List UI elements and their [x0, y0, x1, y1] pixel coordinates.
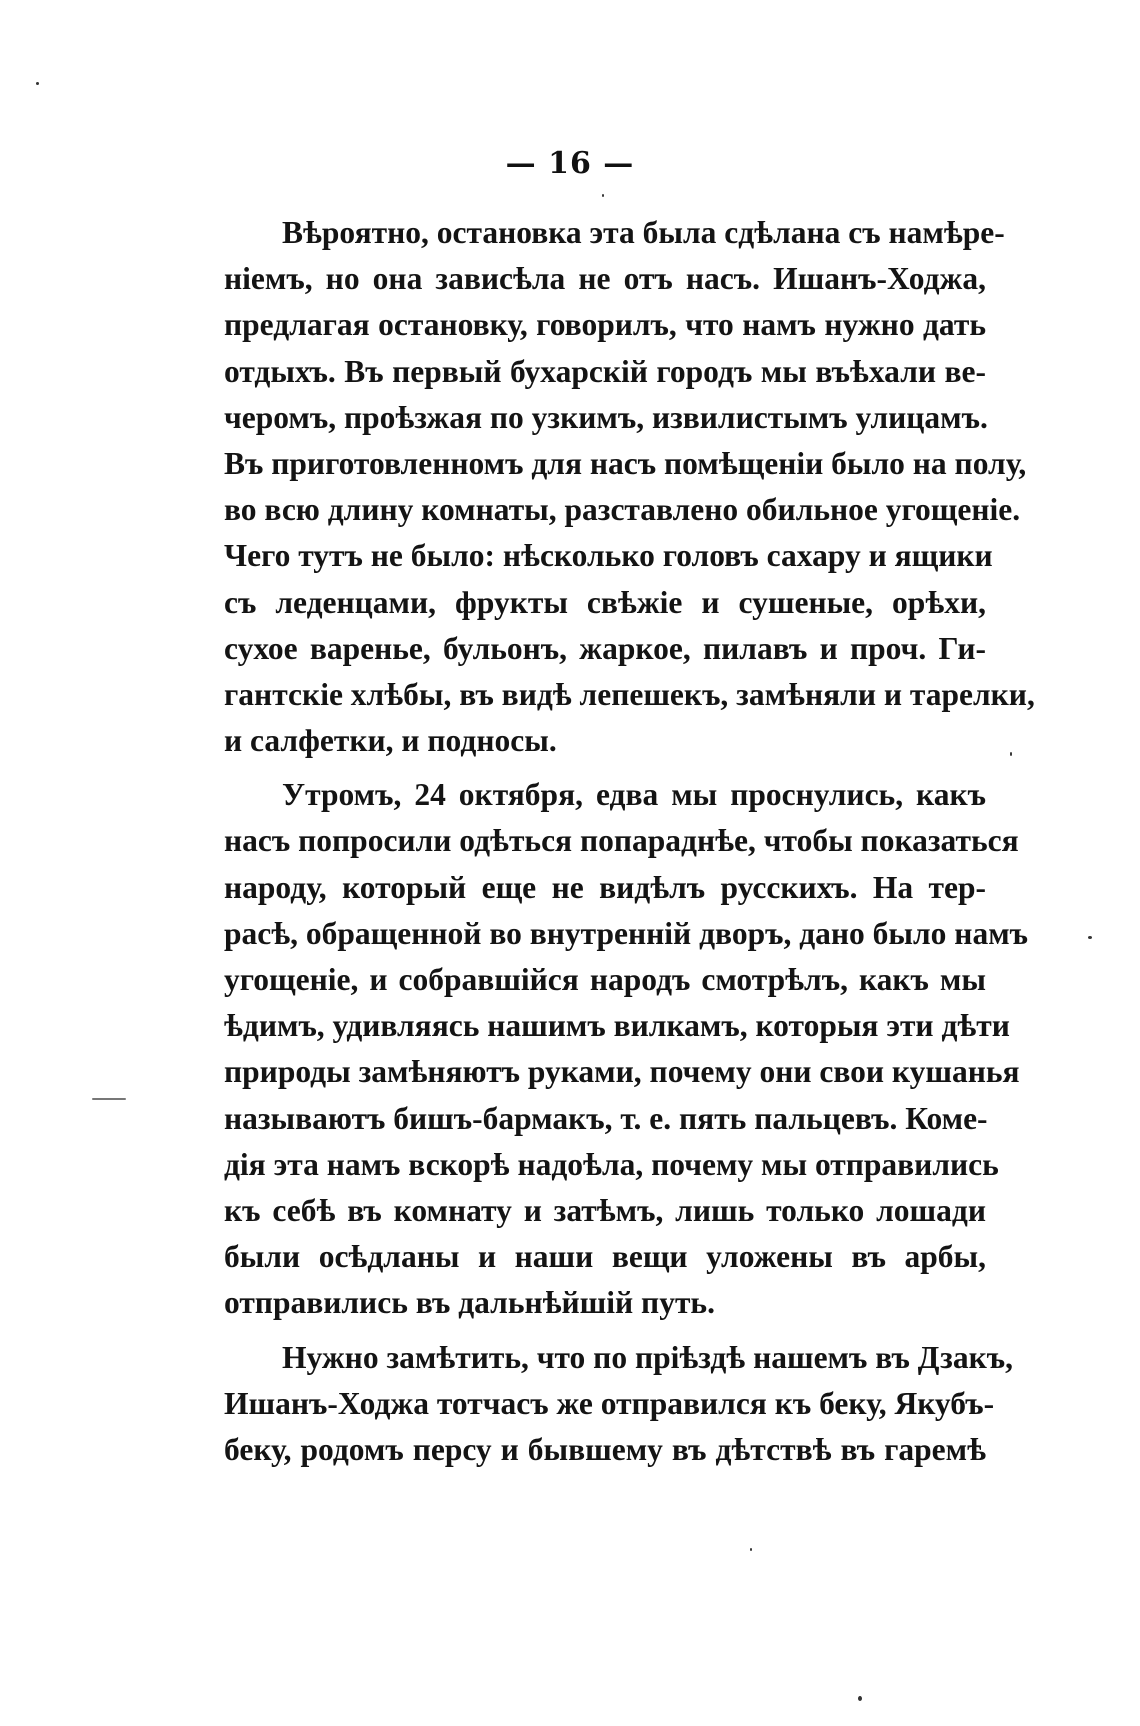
text-line: отправились въ дальнѣйшій путь.: [224, 1285, 715, 1321]
text-line: дія эта намъ вскорѣ надоѣла, почему мы отправились: [224, 1146, 999, 1182]
text-line: Нужно замѣтить, что по пріѣздѣ нашемъ въ Дзакъ,: [282, 1339, 1013, 1375]
scan-speck: [1088, 936, 1092, 939]
paragraph-3: [224, 1335, 1013, 1474]
text-line: угощеніе, и собравшійся народъ смотрѣлъ, какъ мы: [224, 962, 986, 997]
body-text: [224, 210, 1035, 1473]
text-line: были осѣдланы и наши вещи уложены въ арбы,: [224, 1239, 986, 1275]
text-line: черомъ, проѣзжая по узкимъ, извилистымъ улицамъ.: [224, 399, 988, 435]
text-line: народу, который еще не видѣлъ русскихъ. На тер-: [224, 869, 986, 905]
text-line: Чего тутъ не было: нѣсколько головъ сахару и ящики: [224, 538, 993, 574]
text-line: и салфетки, и подносы.: [224, 723, 557, 759]
text-line: называютъ бишъ-бармакъ, т. е. пять пальцевъ. Коме-: [224, 1100, 988, 1136]
page-number: — 16 —: [505, 146, 635, 181]
scan-speck: [36, 82, 39, 85]
paragraph-2: [224, 772, 1029, 1326]
text-line: ніемъ, но она зависѣла не отъ насъ. Ишанъ-Ходжа,: [224, 261, 986, 297]
scan-speck: [858, 1696, 862, 1701]
paragraph-1: [224, 210, 1035, 764]
text-line: насъ попросили одѣться попараднѣе, чтобы показаться: [224, 823, 1019, 859]
text-line: предлагая остановку, говорилъ, что намъ нужно дать: [224, 307, 986, 343]
scan-speck: [602, 194, 604, 197]
text-line: Въ приготовленномъ для насъ помѣщеніи было на полу,: [224, 445, 1027, 481]
text-line: во всю длину комнаты, разставлено обильное угощеніе.: [224, 492, 1021, 528]
text-line: расѣ, обращенной во внутренній дворъ, дано было намъ: [224, 915, 1029, 951]
scan-speck: [1010, 752, 1012, 756]
text-line: отдыхъ. Въ первый бухарскій городъ мы въѣхали ве-: [224, 353, 986, 389]
text-line: сухое варенье, бульонъ, жаркое, пилавъ и проч. Ги-: [224, 630, 986, 666]
scan-speck: [750, 1548, 752, 1551]
text-line: Утромъ, 24 октября, едва мы проснулись, какъ: [282, 777, 986, 813]
text-line: Ишанъ-Ходжа тотчасъ же отправился къ беку, Якубъ-: [224, 1385, 995, 1421]
text-line: къ себѣ въ комнату и затѣмъ, лишь только лошади: [224, 1192, 986, 1228]
text-line: Вѣроятно, остановка эта была сдѣлана съ намѣре-: [282, 215, 1005, 250]
text-line: природы замѣняютъ руками, почему они свои кушанья: [224, 1054, 1020, 1090]
paragraph-gap: [224, 764, 986, 772]
text-line: гантскіе хлѣбы, въ видѣ лепешекъ, замѣняли и тарелки,: [224, 676, 1035, 712]
text-line: ѣдимъ, удивляясь нашимъ вилкамъ, которыя эти дѣти: [224, 1008, 1010, 1044]
text-line: съ леденцами, фрукты свѣжіе и сушеные, орѣхи,: [224, 584, 986, 620]
scan-speck: [92, 1098, 126, 1100]
text-line: беку, родомъ персу и бывшему въ дѣтствѣ въ гаремѣ: [224, 1431, 986, 1467]
paragraph-gap: [224, 1327, 986, 1335]
